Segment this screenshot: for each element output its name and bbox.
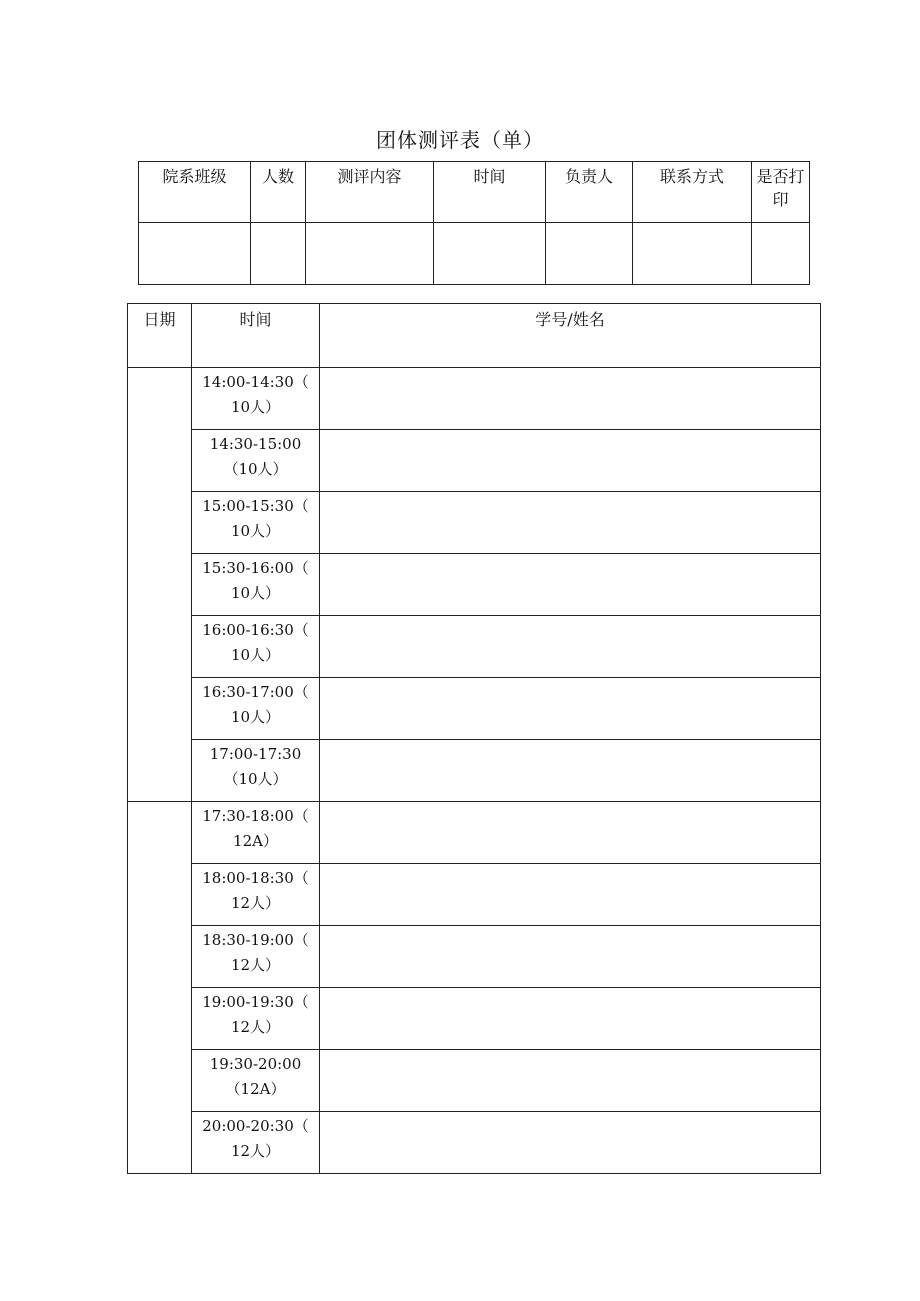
names-cell[interactable] [320,616,821,678]
slot-time: 14:30-15:00 [209,435,302,453]
names-cell[interactable] [320,864,821,926]
slot-capacity: 10人） [230,522,281,540]
schedule-header-row [128,304,821,368]
slot-time: 20:00-20:30（ [202,1117,309,1135]
cell-department-class[interactable] [139,223,251,285]
names-cell[interactable] [320,926,821,988]
slot-time: 17:00-17:30 [209,745,302,763]
slot-capacity: 12人） [230,1018,281,1036]
time-slot [192,740,320,802]
table-row [128,864,821,926]
time-slot [192,430,320,492]
cell-time[interactable] [434,223,546,285]
table-row [128,678,821,740]
table-row [128,554,821,616]
slot-capacity: 12人） [230,956,281,974]
names-cell[interactable] [320,802,821,864]
table-row [128,616,821,678]
time-slot [192,864,320,926]
slot-time: 18:30-19:00（ [202,931,309,949]
summary-table [138,161,810,285]
table-row [128,802,821,864]
slot-time: 18:00-18:30（ [202,869,309,887]
cell-headcount[interactable] [251,223,306,285]
header-date: 日期 [128,304,192,368]
names-cell[interactable] [320,492,821,554]
table-row [128,430,821,492]
slot-time: 14:00-14:30（ [202,373,309,391]
slot-capacity: （10人） [223,770,288,788]
names-cell[interactable] [320,988,821,1050]
time-slot [192,554,320,616]
schedule-table [127,303,821,1174]
slot-capacity: （12A） [225,1080,286,1098]
slot-time: 19:30-20:00 [209,1055,302,1073]
table-row [128,368,821,430]
table-row [128,988,821,1050]
cell-person-in-charge[interactable] [546,223,633,285]
table-row [128,926,821,988]
cell-print[interactable] [752,223,810,285]
names-cell[interactable] [320,740,821,802]
time-slot [192,802,320,864]
header-print: 是否打印 [752,162,810,223]
slot-time: 15:30-16:00（ [202,559,309,577]
time-slot [192,492,320,554]
time-slot [192,926,320,988]
header-department-class: 院系班级 [139,162,251,223]
header-student-id-name: 学号/姓名 [320,304,821,368]
header-contact: 联系方式 [633,162,752,223]
time-slot [192,616,320,678]
table-row [128,492,821,554]
slot-time: 15:00-15:30（ [202,497,309,515]
slot-time: 16:00-16:30（ [202,621,309,639]
slot-time: 17:30-18:00（ [202,807,309,825]
names-cell[interactable] [320,430,821,492]
slot-capacity: 10人） [230,584,281,602]
names-cell[interactable] [320,678,821,740]
date-cell[interactable] [128,802,192,1174]
names-cell[interactable] [320,1050,821,1112]
names-cell[interactable] [320,554,821,616]
time-slot [192,678,320,740]
table-row [128,1112,821,1174]
date-cell[interactable] [128,368,192,802]
header-slot-time: 时间 [192,304,320,368]
header-time: 时间 [434,162,546,223]
slot-time: 19:00-19:30（ [202,993,309,1011]
slot-capacity: 12人） [230,894,281,912]
time-slot [192,1050,320,1112]
slot-capacity: 12A） [233,832,278,850]
time-slot [192,1112,320,1174]
page-title: 团体测评表（单） [376,128,544,152]
slot-time: 16:30-17:00（ [202,683,309,701]
table-row [128,740,821,802]
header-assessment-content: 测评内容 [306,162,434,223]
cell-assessment-content[interactable] [306,223,434,285]
names-cell[interactable] [320,368,821,430]
slot-capacity: 12人） [230,1142,281,1160]
names-cell[interactable] [320,1112,821,1174]
summary-header-row [139,162,810,223]
header-headcount: 人数 [251,162,306,223]
time-slot [192,988,320,1050]
slot-capacity: 10人） [230,646,281,664]
table-row [128,1050,821,1112]
slot-capacity: （10人） [223,460,288,478]
time-slot [192,368,320,430]
slot-capacity: 10人） [230,398,281,416]
summary-input-row [139,223,810,285]
slot-capacity: 10人） [230,708,281,726]
header-person-in-charge: 负责人 [546,162,633,223]
cell-contact[interactable] [633,223,752,285]
